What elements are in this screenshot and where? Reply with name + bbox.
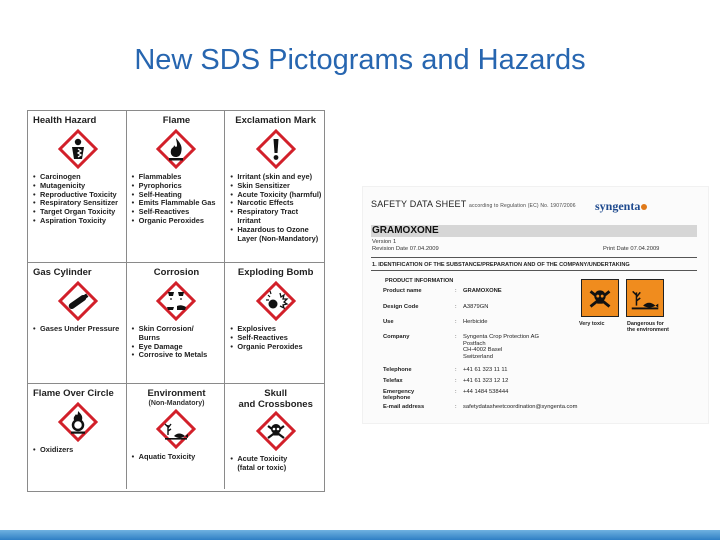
version: Version 1 bbox=[372, 239, 397, 245]
product-info-heading: PRODUCT INFORMATION bbox=[385, 278, 454, 284]
list-item: • Pyrophorics bbox=[132, 182, 222, 191]
list-item: • Target Organ Toxicity bbox=[33, 208, 123, 217]
sds-heading bbox=[371, 199, 576, 209]
cell-title: Skull bbox=[264, 388, 287, 399]
gas-cylinder-icon bbox=[58, 281, 98, 321]
cell-title: Exclamation Mark bbox=[235, 115, 317, 126]
cell-title: Gas Cylinder bbox=[33, 267, 92, 278]
row-value: +41 61 323 11 11 bbox=[463, 367, 508, 373]
cell-title: Flame Over Circle bbox=[33, 388, 114, 399]
bottom-bar bbox=[0, 530, 720, 540]
sds-document: SAFETY DATA SHEET according to Regulation (EC) No. 1907/2006 syngenta GRAMOXONE Version 1 Revision Date 07.04.2009 Print Date 07.04.2009 1. IDENTIFICATION OF THE SUBSTANCE/PREPARATION AND OF THE COMPANY/UNDERTAKING PRODUCT INFORMATION Product name : GRAMOXONE Design Code : A3879GN Use : Herbicide Company : Syngenta Crop Protection AG Postfach CH-4002 Basel Switzerland Telephone : +41 61 323 11 11 Telefax : +41 61 323 12 12 Emergency telephone : +44 1484 538444 E-mail address : safetydatasheetcoordination@syngenta.com Very toxic Dangerous for the environment bbox=[362, 186, 709, 424]
list-item: • Self-Reactives bbox=[230, 334, 321, 343]
sds-regulation: according to Regulation (EC) No. 1907/2006 bbox=[468, 203, 576, 209]
environment-icon bbox=[626, 279, 664, 317]
cell-title: Exploding Bomb bbox=[237, 267, 314, 278]
row-label: Product name bbox=[383, 288, 422, 294]
list-item: Burns bbox=[138, 332, 161, 342]
list-item: • Skin Corrosion/ bbox=[132, 325, 222, 334]
cell-corrosion bbox=[127, 263, 226, 384]
cell-flame bbox=[127, 111, 226, 263]
row-label: E-mail address bbox=[383, 404, 425, 410]
list-item: • Oxidizers bbox=[33, 446, 123, 455]
cell-skull-crossbones bbox=[225, 384, 324, 489]
row-value: safetydatasheetcoordination@syngenta.com bbox=[463, 404, 578, 410]
logo-text: syngenta bbox=[595, 199, 641, 213]
hazard-label: Very toxic bbox=[579, 321, 605, 327]
version-info bbox=[372, 239, 439, 252]
logo-dot-icon bbox=[641, 204, 647, 210]
row-label: Design Code bbox=[383, 304, 419, 310]
list-item: • Self-Reactives bbox=[132, 208, 222, 217]
flame-icon bbox=[156, 129, 196, 169]
divider bbox=[371, 257, 697, 258]
syngenta-logo bbox=[595, 199, 647, 214]
list-item: • Organic Peroxides bbox=[230, 343, 321, 352]
cell-title: Environment bbox=[147, 388, 206, 399]
list-item: • Narcotic Effects bbox=[230, 199, 321, 208]
list-item: • Flammables bbox=[132, 173, 222, 182]
row-value: Syngenta Crop Protection AG Postfach CH-4002 Basel Switzerland bbox=[463, 334, 540, 360]
list-item: • Eye Damage bbox=[132, 343, 222, 352]
row-value: Herbicide bbox=[463, 319, 488, 325]
slide-title: New SDS Pictograms and Hazards bbox=[134, 44, 586, 76]
divider bbox=[371, 270, 697, 271]
exclamation-mark-icon bbox=[256, 129, 296, 169]
row-label: Telephone bbox=[383, 367, 412, 373]
row-label: Company bbox=[383, 334, 410, 340]
cell-health-hazard bbox=[28, 111, 127, 263]
sds-title: SAFETY DATA SHEET bbox=[371, 199, 467, 209]
section-heading: 1. IDENTIFICATION OF THE SUBSTANCE/PREPARATION AND OF THE COMPANY/UNDERTAKING bbox=[372, 262, 630, 268]
list-item: • Mutagenicity bbox=[33, 182, 123, 191]
list-item: • Reproductive Toxicity bbox=[33, 191, 123, 200]
list-item: (fatal or toxic) bbox=[237, 462, 287, 472]
cell-exclamation-mark bbox=[225, 111, 324, 263]
cell-exploding-bomb bbox=[225, 263, 324, 384]
cell-title: Corrosion bbox=[153, 267, 200, 278]
row-value: GRAMOXONE bbox=[463, 288, 502, 294]
list-item: Layer (Non-Mandatory) bbox=[237, 233, 319, 243]
list-item: • Emits Flammable Gas bbox=[132, 199, 222, 208]
cell-subtitle: (Non-Mandatory) bbox=[148, 400, 205, 407]
row-label: Use bbox=[383, 319, 394, 325]
list-item: • Acute Toxicity bbox=[230, 455, 321, 464]
list-item: • Aspiration Toxicity bbox=[33, 217, 123, 226]
list-item: • Respiratory Tract bbox=[230, 208, 321, 217]
cell-environment bbox=[127, 384, 226, 489]
skull-crossbones-icon bbox=[581, 279, 619, 317]
health-hazard-icon bbox=[58, 129, 98, 169]
corrosion-icon bbox=[156, 281, 196, 321]
row-value: +44 1484 538444 bbox=[463, 389, 509, 395]
cell-title: Flame bbox=[162, 115, 191, 126]
list-item: • Respiratory Sensitizer bbox=[33, 199, 123, 208]
list-item: • Irritant (skin and eye) bbox=[230, 173, 321, 182]
skull-crossbones-icon bbox=[256, 411, 296, 451]
row-value: A3879GN bbox=[463, 304, 489, 310]
list-item: • Organic Peroxides bbox=[132, 217, 222, 226]
hazard-label: Dangerous for the environment bbox=[627, 321, 669, 333]
row-value: +41 61 323 12 12 bbox=[463, 378, 509, 384]
revision-date: Revision Date 07.04.2009 bbox=[372, 245, 439, 252]
environment-icon bbox=[156, 409, 196, 449]
row-label: Emergency telephone bbox=[383, 389, 415, 402]
list-item: • Aquatic Toxicity bbox=[132, 453, 222, 462]
flame-over-circle-icon bbox=[58, 402, 98, 442]
cell-title-line2: and Crossbones bbox=[238, 399, 313, 410]
cell-flame-over-circle bbox=[28, 384, 127, 489]
print-date: Print Date 07.04.2009 bbox=[603, 246, 660, 252]
list-item: • Explosives bbox=[230, 325, 321, 334]
exploding-bomb-icon bbox=[256, 281, 296, 321]
list-item: • Self-Heating bbox=[132, 191, 222, 200]
list-item: Irritant bbox=[237, 215, 261, 225]
list-item: • Hazardous to Ozone bbox=[230, 226, 321, 235]
row-label: Telefax bbox=[383, 378, 403, 384]
list-item: • Skin Sensitizer bbox=[230, 182, 321, 191]
cell-title: Health Hazard bbox=[33, 115, 97, 126]
pictogram-grid bbox=[27, 110, 325, 492]
list-item: • Corrosive to Metals bbox=[132, 351, 222, 360]
list-item: • Carcinogen bbox=[33, 173, 123, 182]
list-item: • Gases Under Pressure bbox=[33, 325, 123, 334]
product-band: GRAMOXONE bbox=[371, 225, 697, 237]
list-item: • Acute Toxicity (harmful) bbox=[230, 191, 321, 200]
cell-gas-cylinder bbox=[28, 263, 127, 384]
